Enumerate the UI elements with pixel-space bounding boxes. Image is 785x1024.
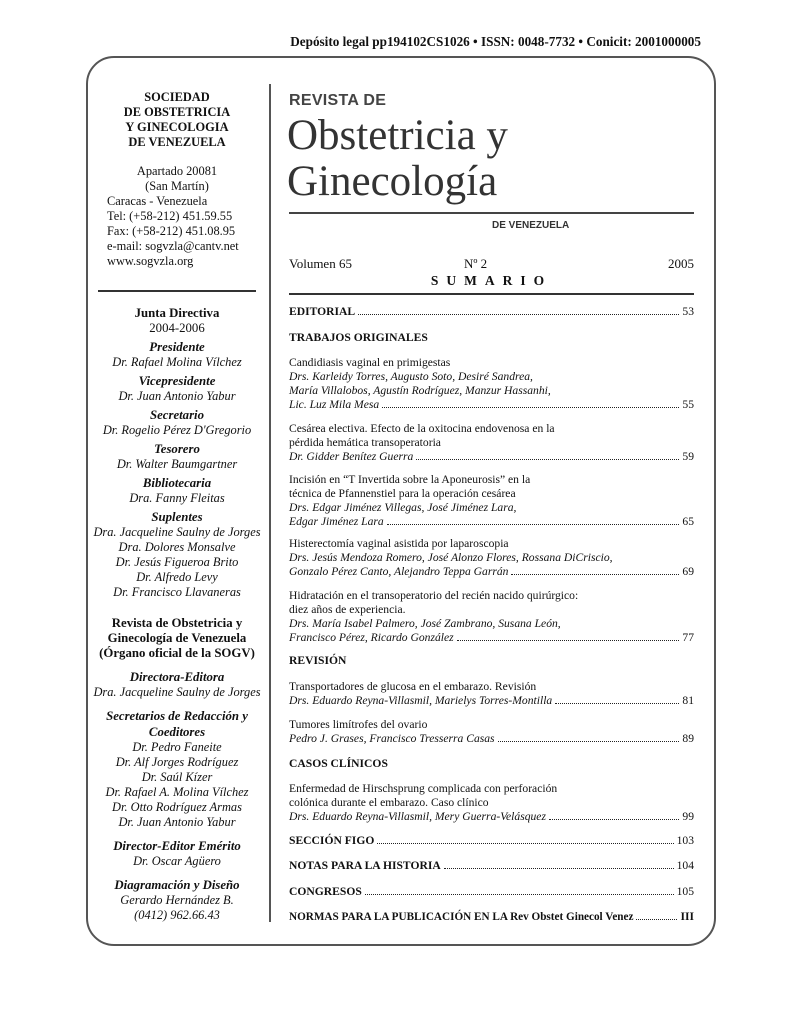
toc-label: NORMAS PARA LA PUBLICACIÓN EN LA Rev Obstet Ginecol Venez xyxy=(289,911,634,923)
article-title: colónica durante el embarazo. Caso clínico xyxy=(289,796,489,809)
article-authors: Gonzalo Pérez Canto, Alejandro Teppa Garrán xyxy=(289,565,509,578)
toc-article-2[interactable] xyxy=(289,422,694,464)
sumario-rule xyxy=(289,293,694,295)
role-vicepresidente: Vicepresidente xyxy=(138,374,216,388)
role-secretarios: Secretarios de Redacción y xyxy=(106,709,248,723)
toc-page: 55 xyxy=(682,398,694,411)
toc-label: NOTAS PARA LA HISTORIA xyxy=(289,859,441,872)
person: Dra. Jacqueline Saulny de Jorges xyxy=(93,685,261,699)
article-authors: María Villalobos, Agustín Rodríguez, Manzur Hassanhi, xyxy=(289,384,551,397)
leader-dots xyxy=(377,843,673,844)
society-name-line: Y GINECOLOGIA xyxy=(125,120,229,134)
article-authors: Pedro J. Grases, Francisco Tresserra Casas xyxy=(289,732,495,745)
column-divider xyxy=(269,84,271,922)
person: Dr. Rafael Molina Vílchez xyxy=(112,355,242,369)
article-title: Transportadores de glucosa en el embarazo. Revisión xyxy=(289,680,537,693)
article-authors: Drs. Eduardo Reyna-Villasmil, Marielys Torres-Montilla xyxy=(289,694,553,707)
article-authors: Drs. Edgar Jiménez Villegas, José Jiménez Lara, xyxy=(289,501,517,514)
article-authors: Drs. Jesús Mendoza Romero, José Alonzo Flores, Rossana DiCriscio, xyxy=(289,551,613,564)
toc-page: 104 xyxy=(676,859,694,872)
toc-article-7[interactable] xyxy=(289,718,694,746)
article-title: Enfermedad de Hirschsprung complicada con perforación xyxy=(289,782,558,795)
journal-title-line: Ginecología de Venezuela xyxy=(107,631,247,645)
leader-dots xyxy=(365,894,674,895)
toc-page: III xyxy=(680,910,694,923)
person: Dr. Alfredo Levy xyxy=(136,570,218,584)
article-title: Hidratación en el transoperatorio del recién nacido quirúrgico: xyxy=(289,589,579,602)
board-title: Junta Directiva xyxy=(134,306,220,320)
role-bibliotecaria: Bibliotecaria xyxy=(142,476,212,490)
telephone: Tel: (+58-212) 451.59.55 xyxy=(107,209,233,223)
toc-article-8[interactable] xyxy=(289,782,694,824)
article-title: Candidiasis vaginal en primigestas xyxy=(289,356,451,369)
person: Dr. Otto Rodríguez Armas xyxy=(112,800,242,814)
toc-page: 105 xyxy=(676,885,694,898)
person: Dr. Pedro Faneite xyxy=(132,740,222,754)
leader-dots xyxy=(382,407,679,408)
journal-title-line: Revista de Obstetricia y xyxy=(111,616,243,630)
toc-label: CONGRESOS xyxy=(289,885,362,898)
society-name xyxy=(86,90,268,150)
article-title: Tumores limítrofes del ovario xyxy=(289,718,428,731)
toc-page: 53 xyxy=(682,305,694,318)
toc-section-trabajos: TRABAJOS ORIGINALES xyxy=(289,331,428,344)
city: Caracas - Venezuela xyxy=(107,194,208,208)
leader-dots xyxy=(444,868,674,869)
person: Dr. Francisco Llavaneras xyxy=(113,585,241,599)
toc-page: 89 xyxy=(682,732,694,745)
designer-name: Gerardo Hernández B. xyxy=(120,893,234,907)
board-period: 2004-2006 xyxy=(149,321,205,335)
sidebar-divider xyxy=(98,290,256,292)
toc-section-revision: REVISIÓN xyxy=(289,654,347,667)
person: Dr. Alf Jorges Rodríguez xyxy=(115,755,239,769)
toc-article-5[interactable] xyxy=(289,589,694,645)
toc-editorial[interactable] xyxy=(289,305,694,319)
toc-label: EDITORIAL xyxy=(289,305,356,318)
toc-normas[interactable] xyxy=(289,910,694,924)
address-line: (San Martín) xyxy=(145,179,209,193)
toc-page: 59 xyxy=(682,450,694,463)
person: Dr. Jesús Figueroa Brito xyxy=(115,555,239,569)
leader-dots xyxy=(358,314,679,315)
toc-page: 65 xyxy=(682,515,694,528)
article-authors: Edgar Jiménez Lara xyxy=(289,515,384,528)
person: Dr. Walter Baumgartner xyxy=(116,457,238,471)
toc-congresos[interactable] xyxy=(289,885,694,899)
leader-dots xyxy=(387,524,680,525)
person: Dr. Juan Antonio Yabur xyxy=(118,815,236,829)
toc-article-4[interactable] xyxy=(289,537,694,579)
toc-label: SECCIÓN FIGO xyxy=(289,834,375,847)
toc-article-1[interactable] xyxy=(289,356,694,412)
society-contact xyxy=(86,164,268,269)
role-presidente: Presidente xyxy=(149,340,205,354)
designer-phone: (0412) 962.66.43 xyxy=(134,908,220,922)
article-authors: Francisco Pérez, Ricardo González xyxy=(289,631,454,644)
article-authors: Drs. Eduardo Reyna-Villasmil, Mery Guerra-Velásquez xyxy=(289,810,546,823)
role-diseno: Diagramación y Diseño xyxy=(114,878,240,892)
article-title: Incisión en “T Invertida sobre la Aponeurosis” en la xyxy=(289,473,531,486)
person: Dr. Rogelio Pérez D'Gregorio xyxy=(102,423,252,437)
toc-section-casos: CASOS CLÍNICOS xyxy=(289,757,388,770)
toc-article-6[interactable] xyxy=(289,680,694,708)
masthead-rule xyxy=(289,212,694,214)
role-tesorero: Tesorero xyxy=(154,442,200,456)
masthead-revista-de: REVISTA DE xyxy=(289,92,387,109)
society-name-line: DE VENEZUELA xyxy=(128,135,226,149)
journal-staff-section xyxy=(86,616,268,923)
role-suplentes: Suplentes xyxy=(151,510,203,524)
sumario-heading: SUMARIO xyxy=(430,273,553,288)
article-title: pérdida hemática transoperatoria xyxy=(289,436,441,449)
issue-number: Nº 2 xyxy=(464,256,488,271)
article-authors: Drs. Karleidy Torres, Augusto Soto, Desiré Sandrea, xyxy=(289,370,533,383)
person: Dr. Oscar Agüero xyxy=(133,854,221,868)
article-authors: Drs. María Isabel Palmero, José Zambrano, Susana León, xyxy=(289,617,561,630)
leader-dots xyxy=(498,741,680,742)
masthead-title-line1: Obstetricia y xyxy=(287,112,508,159)
masthead-de-venezuela: DE VENEZUELA xyxy=(492,220,570,231)
person: Dr. Saúl Kízer xyxy=(141,770,213,784)
toc-page: 103 xyxy=(676,834,694,847)
article-authors: Lic. Luz Mila Mesa xyxy=(289,398,380,411)
society-name-line: DE OBSTETRICIA xyxy=(123,105,231,119)
leader-dots xyxy=(636,919,677,920)
toc-page: 69 xyxy=(682,565,694,578)
toc-figo[interactable] xyxy=(289,834,694,848)
article-title: diez años de experiencia. xyxy=(289,603,406,616)
leader-dots xyxy=(511,574,679,575)
address-line: Apartado 20081 xyxy=(136,164,218,178)
toc-page: 81 xyxy=(682,694,694,707)
leader-dots xyxy=(457,640,680,641)
person: Dra. Jacqueline Saulny de Jorges xyxy=(93,525,261,539)
person: Dra. Dolores Monsalve xyxy=(118,540,236,554)
toc-page: 99 xyxy=(682,810,694,823)
article-title: Histerectomía vaginal asistida por laparoscopia xyxy=(289,537,509,550)
role-secretarios-line2: Coeditores xyxy=(148,725,206,739)
article-authors: Dr. Gidder Benítez Guerra xyxy=(289,450,414,463)
role-emerito: Director-Editor Emérito xyxy=(113,839,241,853)
legal-deposit-line: Depósito legal pp194102CS1026 • ISSN: 0048-7732 • Conicit: 2001000005 xyxy=(290,34,701,49)
leader-dots xyxy=(416,459,679,460)
masthead-title-line2: Ginecología xyxy=(287,158,498,205)
person: Dr. Juan Antonio Yabur xyxy=(118,389,236,403)
person: Dra. Fanny Fleitas xyxy=(129,491,225,505)
issue-year: 2005 xyxy=(668,256,694,271)
journal-title-line: (Órgano oficial de la SOGV) xyxy=(99,646,255,660)
article-title: Cesárea electiva. Efecto de la oxitocina endovenosa en la xyxy=(289,422,555,435)
society-name-line: SOCIEDAD xyxy=(144,90,210,104)
article-title: técnica de Pfannenstiel para la operación cesárea xyxy=(289,487,516,500)
toc-article-3[interactable] xyxy=(289,473,694,529)
toc-historia[interactable] xyxy=(289,859,694,873)
toc-page: 77 xyxy=(682,631,694,644)
role-directora: Directora-Editora xyxy=(129,670,225,684)
board-section xyxy=(86,306,268,600)
leader-dots xyxy=(555,703,679,704)
person: Dr. Rafael A. Molina Vílchez xyxy=(105,785,249,799)
role-secretario: Secretario xyxy=(149,408,205,422)
volume: Volumen 65 xyxy=(289,256,352,271)
website: www.sogvzla.org xyxy=(107,254,194,268)
email: e-mail: sogvzla@cantv.net xyxy=(107,239,239,253)
leader-dots xyxy=(549,819,679,820)
fax: Fax: (+58-212) 451.08.95 xyxy=(107,224,236,238)
